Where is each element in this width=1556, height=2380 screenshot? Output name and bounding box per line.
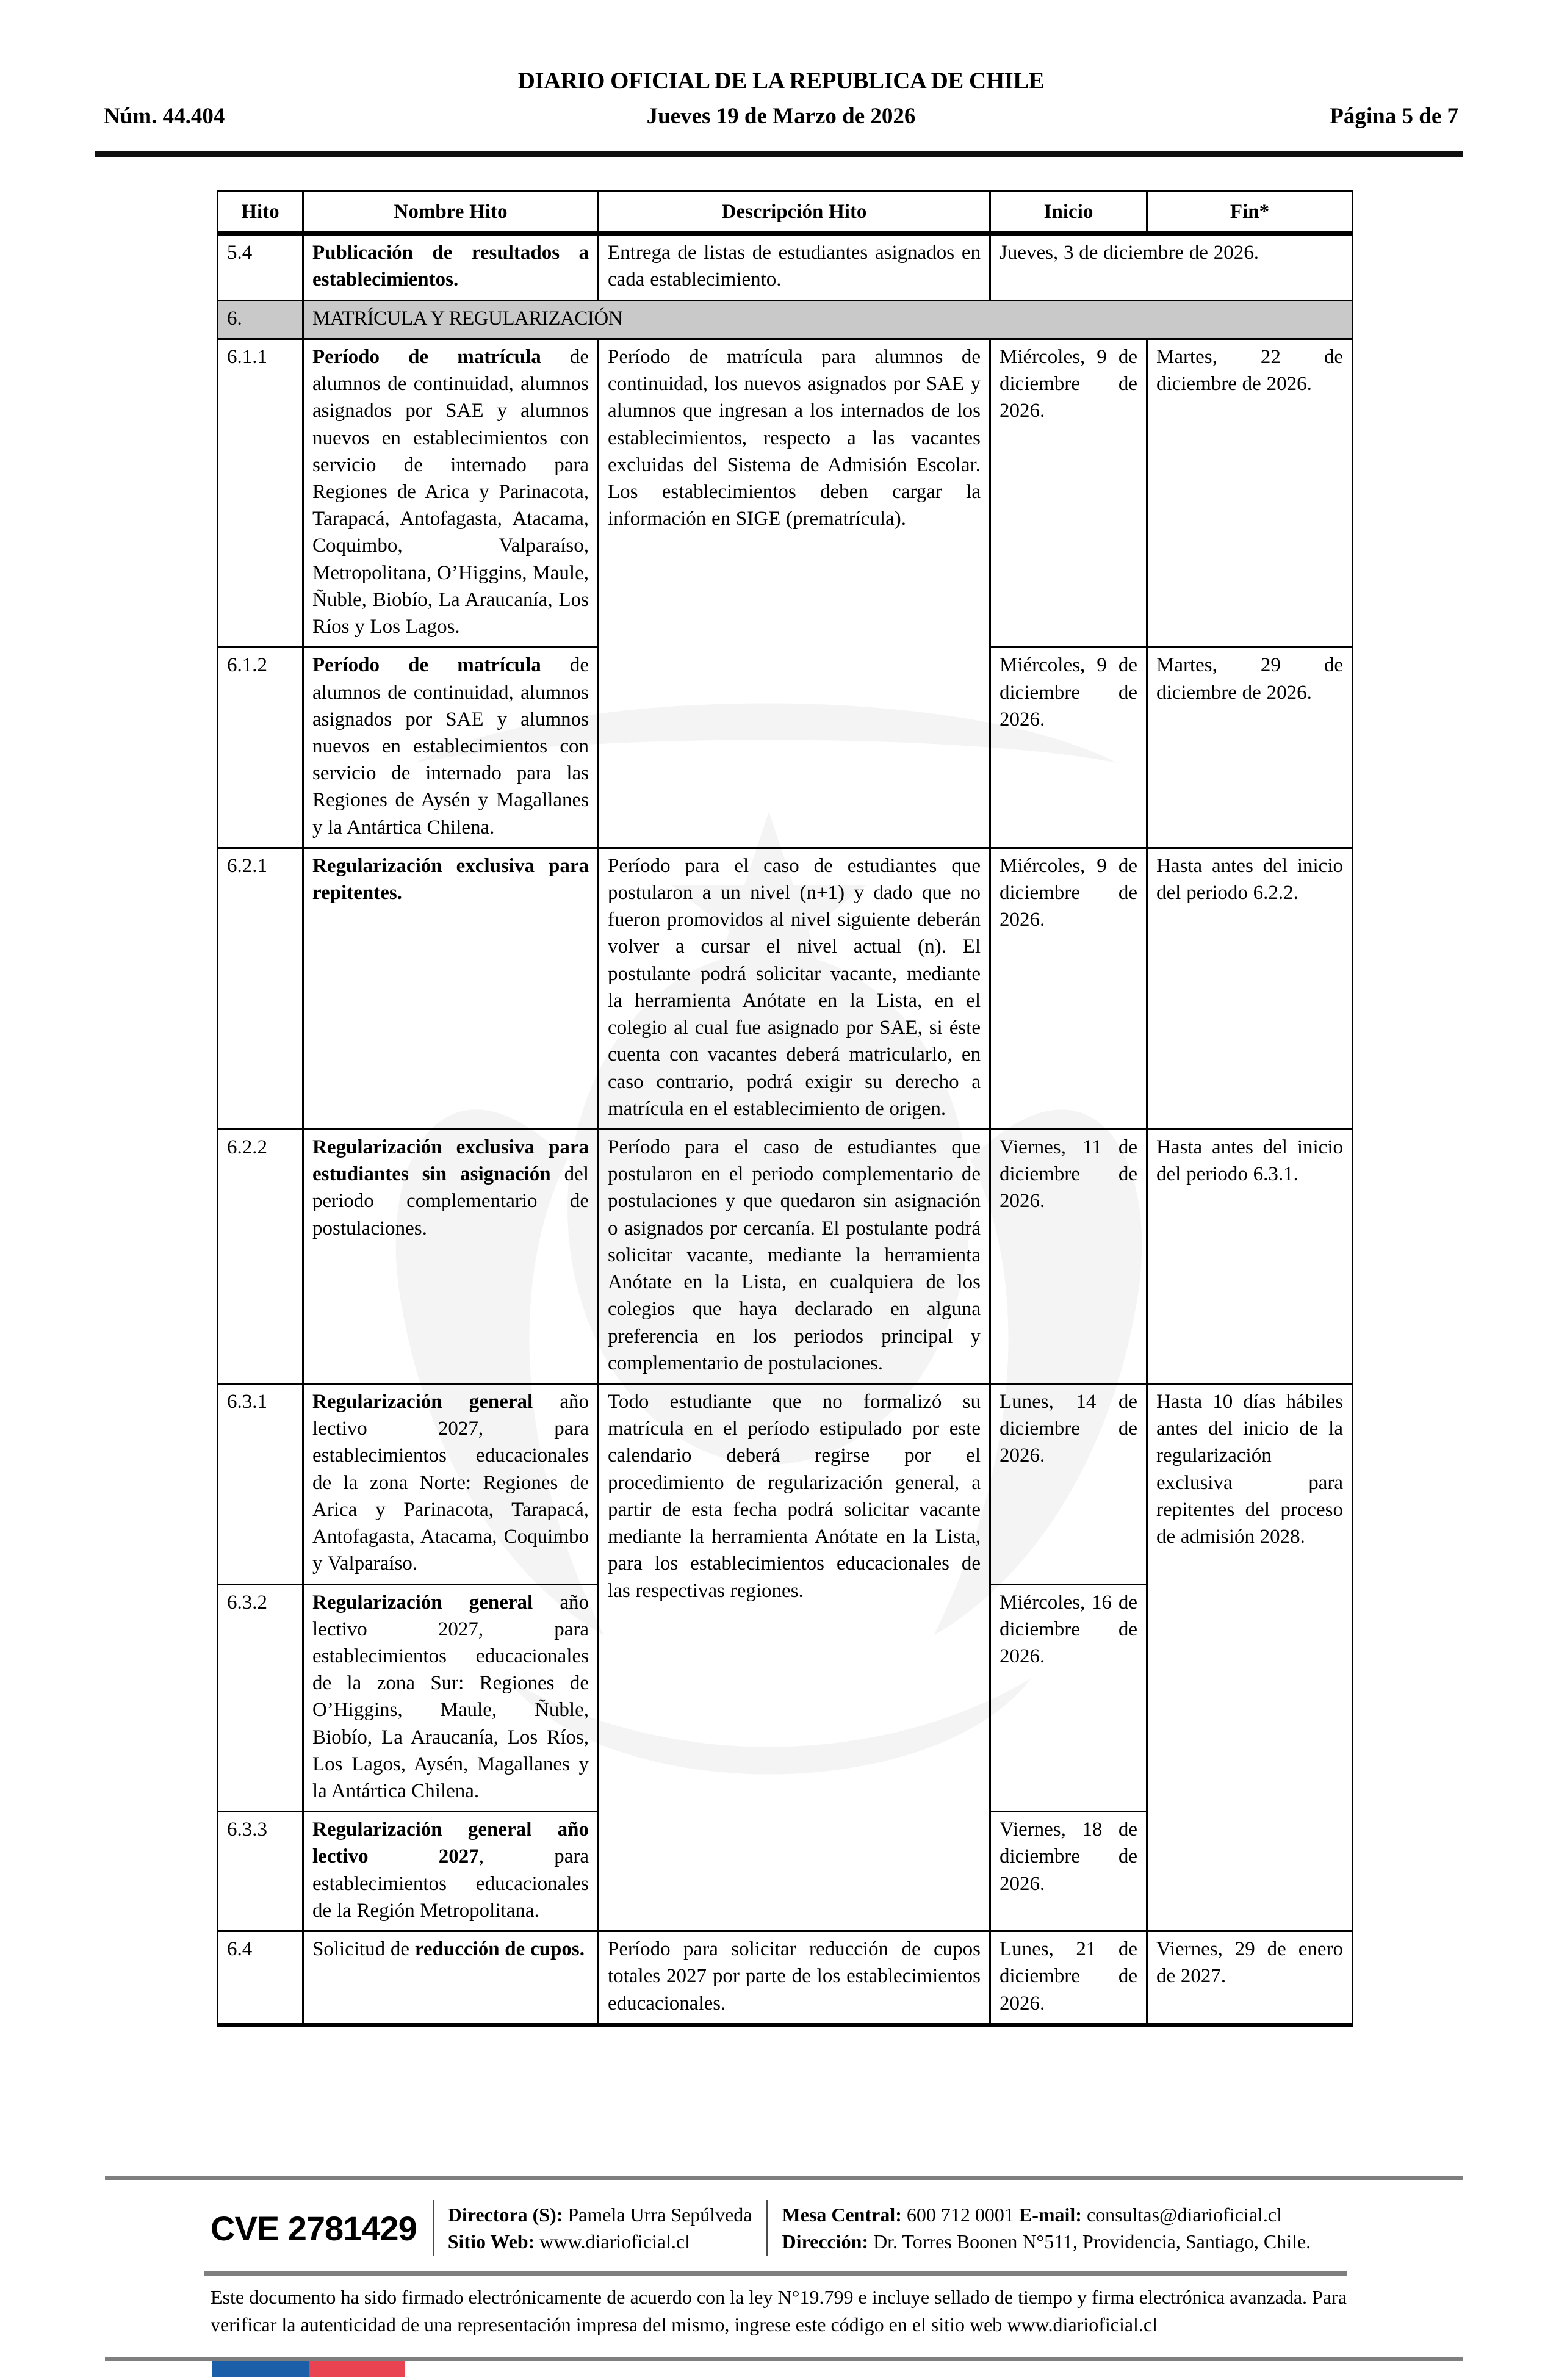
name-cell [303, 1584, 599, 1812]
inicio-cell: Miércoles, 9 de diciembre de 2026. [990, 848, 1147, 1129]
footer-contact-col2 [766, 2200, 1311, 2256]
sitio-web-value: www.diarioficial.cl [535, 2230, 690, 2252]
name-bold-text: Regularización general [312, 1591, 533, 1614]
table-row [218, 234, 1353, 300]
name-cell [303, 1130, 599, 1384]
calendar-table-body [218, 234, 1353, 2025]
email-label: E-mail: [1018, 2203, 1082, 2226]
issue-date: Jueves 19 de Marzo de 2026 [646, 104, 916, 129]
name-cell [303, 848, 599, 1129]
table-row [218, 1931, 1353, 2025]
name-cell [303, 1383, 599, 1584]
direccion-line [782, 2228, 1311, 2255]
hito-cell: 6.3.1 [218, 1383, 303, 1584]
footer-rule-bottom [105, 2357, 1463, 2361]
fin-cell: Hasta antes del inicio del periodo 6.3.1. [1147, 1130, 1353, 1384]
footer-info [211, 2194, 1431, 2262]
desc-cell: Período para el caso de estudiantes que postularon en el periodo complementario de postulaciones y que quedaron sin asignación o asignados por cercanía. El postulante podrá solicitar vacante, mediante la herramienta Anótate en la Lista, en cualquiera de los colegios que haya declarado en alguna preferencia en los periodos principal y complementario de postulaciones. [599, 1130, 990, 1384]
inicio-cell: Viernes, 18 de diciembre de 2026. [990, 1812, 1147, 1931]
desc-cell: Período para solicitar reducción de cupos totales 2027 por parte de los establecimientos educacionales. [599, 1931, 990, 2025]
footer-contact-col1 [433, 2200, 752, 2256]
hito-cell: 6.2.2 [218, 1130, 303, 1384]
desc-cell: Entrega de listas de estudiantes asignados en cada establecimiento. [599, 234, 990, 300]
inicio-cell: Miércoles, 9 de diciembre de 2026. [990, 647, 1147, 848]
fin-cell: Viernes, 29 de enero de 2027. [1147, 1931, 1353, 2025]
inicio-cell: Lunes, 14 de diciembre de 2026. [990, 1383, 1147, 1584]
masthead-title: DIARIO OFICIAL DE LA REPUBLICA DE CHILE [517, 68, 1045, 94]
name-bold-text: Regularización general año lectivo 2027 [312, 1819, 589, 1868]
hito-cell: 6.2.1 [218, 848, 303, 1129]
fin-cell: Hasta antes del inicio del periodo 6.2.2. [1147, 848, 1353, 1129]
column-header: Descripción Hito [599, 192, 990, 234]
mesa-central-value: 600 712 0001 [901, 2203, 1019, 2226]
hito-cell: 5.4 [218, 234, 303, 300]
name-bold-text: Regularización exclusiva para repitentes. [312, 854, 589, 904]
desc-cell: Período de matrícula para alumnos de continuidad, los nuevos asignados por SAE y alumnos que ingresan a los internados de los establecimientos, respecto a las vacantes excluidas del Sistema de Admisión Escolar. Los establecimientos deben cargar la información en SIGE (prematrícula). [599, 339, 990, 848]
name-text: del periodo complementario de postulaciones. [312, 1163, 589, 1239]
name-text: de alumnos de continuidad, alumnos asignados por SAE y alumnos nuevos en establecimientos con servicio de internado para Regiones de Arica y Parinacota, Tarapacá, Antofagasta, Atacama, Coquimbo, Valparaíso, Metropolitana, O’Higgins, Maule, Ñuble, Biobío, La Araucanía, Los Ríos y Los Lagos. [312, 345, 589, 638]
hito-cell: 6.4 [218, 1931, 303, 2025]
name-text: Solicitud de [312, 1938, 415, 1961]
column-header: Nombre Hito [303, 192, 599, 234]
name-cell [303, 647, 599, 848]
name-cell [303, 1931, 599, 2025]
name-text: , para establecimientos educacionales de la Región Metropolitana. [312, 1845, 589, 1922]
fin-cell: Martes, 29 de diciembre de 2026. [1147, 647, 1353, 848]
desc-cell: Todo estudiante que no formalizó su matrícula en el período estipulado por este calendario deberá regirse por el procedimiento de regularización general, a partir de esta fecha podrá solicitar vacante mediante la herramienta Anótate en la Lista, para los establecimientos educacionales de las respectivas regiones. [599, 1383, 990, 1931]
hito-cell: 6. [218, 300, 303, 339]
column-header: Inicio [990, 192, 1147, 234]
issue-number: Núm. 44.404 [104, 104, 225, 129]
calendar-table [217, 190, 1353, 2027]
name-cell [303, 1812, 599, 1931]
column-header: Hito [218, 192, 303, 234]
page-indicator: Página 5 de 7 [1330, 104, 1458, 129]
mesa-central-label: Mesa Central: [782, 2203, 902, 2226]
page-header [104, 67, 1458, 134]
sitio-web-label: Sitio Web: [447, 2230, 535, 2252]
section-band-row [218, 300, 1353, 339]
table-row [218, 1130, 1353, 1384]
table-row [218, 1383, 1353, 1584]
sitio-web-line [448, 2228, 752, 2255]
table-row [218, 339, 1353, 647]
direccion-label: Dirección: [782, 2230, 869, 2252]
masthead-info-row [104, 103, 1458, 134]
inicio-cell: Miércoles, 16 de diciembre de 2026. [990, 1584, 1147, 1812]
name-bold-text: Publicación de resultados a establecimientos. [312, 242, 589, 291]
section-title-cell: MATRÍCULA Y REGULARIZACIÓN [303, 300, 1353, 339]
flag-blue-bar [212, 2361, 309, 2377]
legal-text: Este documento ha sido firmado electrónicamente de acuerdo con la ley N°19.799 e incluye sellado de tiempo y firma electrónica avanzada. Para verificar la autenticidad de una representación impresa del mismo, ingrese este código en el sitio web www.diarioficial.cl [211, 2286, 1347, 2336]
footer-rule-middle [204, 2271, 1347, 2276]
hito-cell: 6.3.2 [218, 1584, 303, 1812]
cve-code: CVE 2781429 [211, 2209, 417, 2248]
table-header-row [218, 192, 1353, 234]
inicio-cell: Lunes, 21 de diciembre de 2026. [990, 1931, 1147, 2025]
name-bold-text: Regularización general [312, 1390, 533, 1413]
inicio-cell: Viernes, 11 de diciembre de 2026. [990, 1130, 1147, 1384]
name-bold-text: Período de matrícula [312, 345, 541, 368]
name-text: año lectivo 2027, para establecimientos educacionales de la zona Sur: Regiones de O’Higgins, Maule, Ñuble, Biobío, La Araucanía, Los Ríos, Los Lagos, Aysén, Magallanes y la Antártica Chilena. [312, 1591, 589, 1803]
directora-label: Directora (S): [447, 2203, 563, 2226]
name-cell [303, 339, 599, 647]
fin-cell: Martes, 22 de diciembre de 2026. [1147, 339, 1353, 647]
directora-line [448, 2201, 752, 2228]
name-cell [303, 234, 599, 300]
flag-red-bar [309, 2361, 405, 2377]
inicio-cell: Jueves, 3 de diciembre de 2026. [990, 234, 1353, 300]
column-header: Fin* [1147, 192, 1353, 234]
fin-cell: Hasta 10 días hábiles antes del inicio de la regularización exclusiva para repitentes del proceso de admisión 2028. [1147, 1383, 1353, 1931]
header-rule [95, 151, 1463, 157]
table-row [218, 848, 1353, 1129]
email-value: consultas@diarioficial.cl [1081, 2203, 1282, 2226]
directora-value: Pamela Urra Sepúlveda [563, 2203, 752, 2226]
inicio-cell: Miércoles, 9 de diciembre de 2026. [990, 339, 1147, 647]
hito-cell: 6.3.3 [218, 1812, 303, 1931]
hito-cell: 6.1.2 [218, 647, 303, 848]
name-bold-text: Período de matrícula [312, 654, 541, 677]
name-text: de alumnos de continuidad, alumnos asignados por SAE y alumnos nuevos en establecimientos con servicio de internado para las Regiones de Aysén y Magallanes y la Antártica Chilena. [312, 654, 589, 838]
name-bold-text: Regularización exclusiva para estudiantes sin asignación [312, 1136, 589, 1186]
footer-rule-top [105, 2176, 1463, 2180]
desc-cell: Período para el caso de estudiantes que postularon a un nivel (n+1) y dado que no fueron promovidos al nivel siguiente deberán volver a cursar el nivel actual (n). El postulante podrá solicitar vacante, mediante la herramienta Anótate en la Lista, en el colegio al cual fue asignado por SAE, si éste cuenta con vacantes deberá matricularlo, en caso contrario, podrá exigir su derecho a matrícula en el establecimiento de origen. [599, 848, 990, 1129]
direccion-value: Dr. Torres Boonen N°511, Providencia, Santiago, Chile. [868, 2230, 1311, 2252]
hito-cell: 6.1.1 [218, 339, 303, 647]
name-bold-text: reducción de cupos. [414, 1938, 585, 1961]
mesa-central-line [782, 2201, 1311, 2228]
name-text: año lectivo 2027, para establecimientos educacionales de la zona Norte: Regiones de Arica y Parinacota, Tarapacá, Antofagasta, Atacama, Coquimbo y Valparaíso. [312, 1390, 589, 1575]
